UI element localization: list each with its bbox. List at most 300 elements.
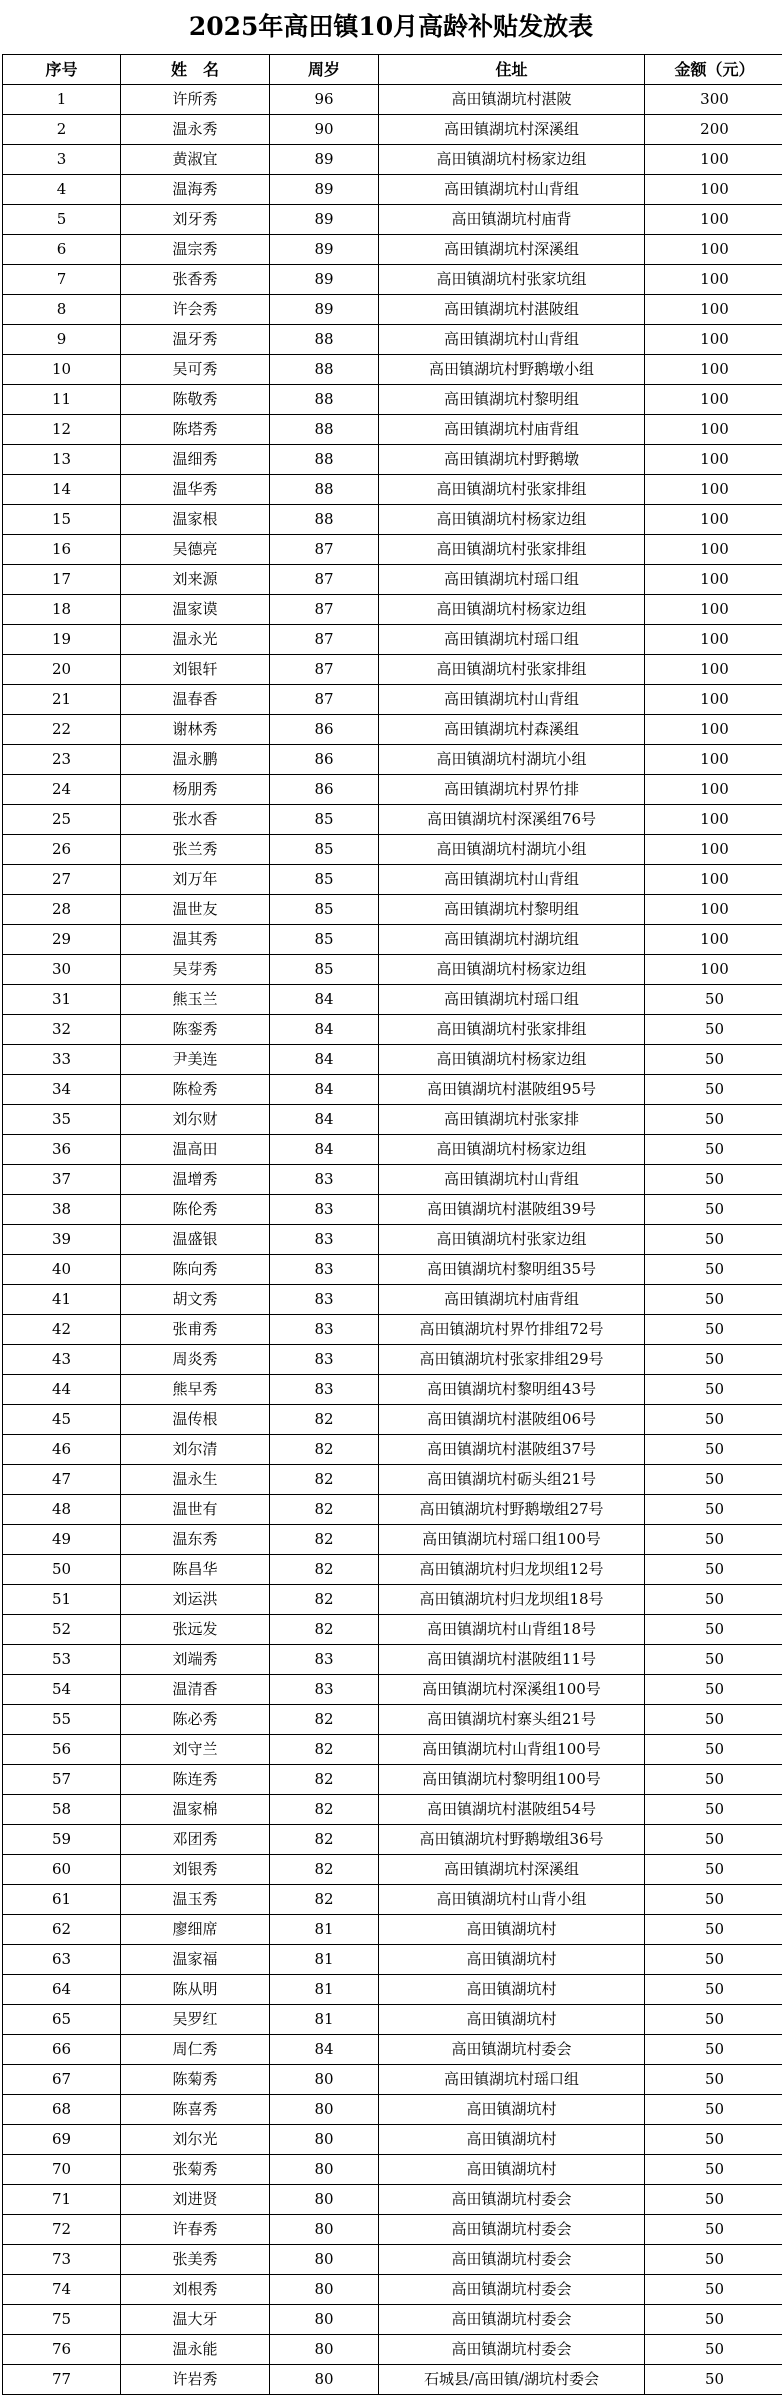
cell-address: 高田镇湖坑村杨家边组 (379, 505, 645, 535)
cell-no: 10 (3, 355, 121, 385)
cell-age: 82 (270, 1855, 379, 1885)
cell-address: 高田镇湖坑村山背组 (379, 175, 645, 205)
cell-age: 80 (270, 2245, 379, 2275)
cell-age: 82 (270, 1495, 379, 1525)
table-row (3, 745, 782, 775)
cell-no: 54 (3, 1675, 121, 1705)
table-row (3, 265, 782, 295)
cell-address: 高田镇湖坑村黎明组 (379, 385, 645, 415)
cell-name: 温高田 (121, 1135, 270, 1165)
cell-age: 89 (270, 295, 379, 325)
cell-amount: 50 (645, 1075, 782, 1105)
cell-address: 高田镇湖坑村张家边组 (379, 1225, 645, 1255)
cell-address: 高田镇湖坑村归龙坝组12号 (379, 1555, 645, 1585)
cell-no: 56 (3, 1735, 121, 1765)
cell-no: 40 (3, 1255, 121, 1285)
table-row (3, 1675, 782, 1705)
table-row (3, 1135, 782, 1165)
table-row (3, 2365, 782, 2395)
table-row (3, 145, 782, 175)
cell-age: 81 (270, 1945, 379, 1975)
cell-name: 陈銮秀 (121, 1015, 270, 1045)
table-row (3, 805, 782, 835)
table-row (3, 1795, 782, 1825)
cell-amount: 100 (645, 715, 782, 745)
cell-name: 刘尔光 (121, 2125, 270, 2155)
cell-age: 82 (270, 1825, 379, 1855)
cell-address: 高田镇湖坑村归龙坝组18号 (379, 1585, 645, 1615)
cell-no: 47 (3, 1465, 121, 1495)
table-row (3, 1435, 782, 1465)
table-row (3, 1975, 782, 2005)
cell-address: 高田镇湖坑村委会 (379, 2185, 645, 2215)
cell-no: 37 (3, 1165, 121, 1195)
cell-age: 88 (270, 475, 379, 505)
cell-amount: 50 (645, 2035, 782, 2065)
cell-no: 57 (3, 1765, 121, 1795)
cell-no: 7 (3, 265, 121, 295)
cell-amount: 100 (645, 175, 782, 205)
cell-age: 80 (270, 2155, 379, 2185)
cell-no: 28 (3, 895, 121, 925)
cell-amount: 100 (645, 745, 782, 775)
cell-name: 许春秀 (121, 2215, 270, 2245)
cell-name: 陈喜秀 (121, 2095, 270, 2125)
cell-amount: 50 (645, 1285, 782, 1315)
cell-address: 高田镇湖坑村张家排组 (379, 1015, 645, 1045)
cell-no: 49 (3, 1525, 121, 1555)
table-row (3, 775, 782, 805)
cell-address: 高田镇湖坑村杨家边组 (379, 595, 645, 625)
cell-age: 88 (270, 325, 379, 355)
cell-amount: 100 (645, 925, 782, 955)
cell-address: 高田镇湖坑村山背组 (379, 325, 645, 355)
cell-amount: 100 (645, 895, 782, 925)
cell-amount: 50 (645, 2245, 782, 2275)
cell-address: 高田镇湖坑村山背小组 (379, 1885, 645, 1915)
cell-amount: 50 (645, 1915, 782, 1945)
cell-no: 58 (3, 1795, 121, 1825)
table-row (3, 1885, 782, 1915)
cell-age: 80 (270, 2095, 379, 2125)
cell-amount: 100 (645, 385, 782, 415)
cell-no: 1 (3, 85, 121, 115)
cell-name: 谢林秀 (121, 715, 270, 745)
table-row (3, 325, 782, 355)
cell-address: 高田镇湖坑村山背组 (379, 685, 645, 715)
cell-amount: 100 (645, 955, 782, 985)
cell-no: 2 (3, 115, 121, 145)
cell-name: 张兰秀 (121, 835, 270, 865)
cell-address: 石城县/高田镇/湖坑村委会 (379, 2365, 645, 2395)
cell-address: 高田镇湖坑村山背组100号 (379, 1735, 645, 1765)
cell-age: 88 (270, 385, 379, 415)
cell-name: 温东秀 (121, 1525, 270, 1555)
cell-no: 30 (3, 955, 121, 985)
cell-no: 36 (3, 1135, 121, 1165)
cell-name: 温宗秀 (121, 235, 270, 265)
cell-name: 刘银秀 (121, 1855, 270, 1885)
table-row (3, 1525, 782, 1555)
cell-address: 高田镇湖坑村张家排组29号 (379, 1345, 645, 1375)
cell-amount: 50 (645, 1195, 782, 1225)
cell-age: 83 (270, 1195, 379, 1225)
cell-address: 高田镇湖坑村 (379, 1915, 645, 1945)
cell-address: 高田镇湖坑村深溪组 (379, 115, 645, 145)
cell-name: 温海秀 (121, 175, 270, 205)
cell-amount: 50 (645, 1405, 782, 1435)
cell-amount: 50 (645, 1015, 782, 1045)
table-row (3, 1495, 782, 1525)
cell-address: 高田镇湖坑村深溪组 (379, 235, 645, 265)
table-row (3, 2035, 782, 2065)
cell-amount: 100 (645, 295, 782, 325)
cell-age: 80 (270, 2125, 379, 2155)
cell-age: 87 (270, 565, 379, 595)
cell-no: 64 (3, 1975, 121, 2005)
cell-amount: 50 (645, 1675, 782, 1705)
cell-age: 88 (270, 355, 379, 385)
cell-name: 许岩秀 (121, 2365, 270, 2395)
table-row (3, 1255, 782, 1285)
table-row (3, 1555, 782, 1585)
cell-amount: 50 (645, 2275, 782, 2305)
cell-age: 82 (270, 1885, 379, 1915)
cell-age: 85 (270, 865, 379, 895)
cell-amount: 200 (645, 115, 782, 145)
table-row (3, 445, 782, 475)
cell-no: 34 (3, 1075, 121, 1105)
cell-age: 89 (270, 235, 379, 265)
cell-no: 39 (3, 1225, 121, 1255)
cell-amount: 50 (645, 1345, 782, 1375)
table-row (3, 985, 782, 1015)
table-body (3, 85, 782, 2395)
cell-address: 高田镇湖坑村 (379, 2155, 645, 2185)
table-row (3, 1465, 782, 1495)
cell-age: 84 (270, 1045, 379, 1075)
cell-address: 高田镇湖坑村野鹅墩组27号 (379, 1495, 645, 1525)
table-row (3, 355, 782, 385)
cell-age: 82 (270, 1615, 379, 1645)
cell-amount: 100 (645, 475, 782, 505)
cell-no: 25 (3, 805, 121, 835)
cell-address: 高田镇湖坑村湛陂组 (379, 295, 645, 325)
cell-age: 82 (270, 1585, 379, 1615)
table-row (3, 1225, 782, 1255)
cell-age: 83 (270, 1255, 379, 1285)
table-header (3, 55, 782, 85)
cell-age: 87 (270, 625, 379, 655)
cell-age: 85 (270, 835, 379, 865)
cell-name: 刘牙秀 (121, 205, 270, 235)
cell-no: 65 (3, 2005, 121, 2035)
cell-no: 5 (3, 205, 121, 235)
cell-name: 周仁秀 (121, 2035, 270, 2065)
cell-name: 温永能 (121, 2335, 270, 2365)
cell-name: 张菊秀 (121, 2155, 270, 2185)
cell-name: 温永鹏 (121, 745, 270, 775)
table-row (3, 1165, 782, 1195)
cell-no: 43 (3, 1345, 121, 1375)
cell-address: 高田镇湖坑村 (379, 1945, 645, 1975)
cell-no: 74 (3, 2275, 121, 2305)
cell-amount: 50 (645, 1765, 782, 1795)
cell-name: 尹美连 (121, 1045, 270, 1075)
cell-age: 82 (270, 1555, 379, 1585)
cell-address: 高田镇湖坑村庙背组 (379, 1285, 645, 1315)
cell-address: 高田镇湖坑村黎明组100号 (379, 1765, 645, 1795)
cell-age: 80 (270, 2335, 379, 2365)
cell-name: 陈昌华 (121, 1555, 270, 1585)
cell-age: 82 (270, 1795, 379, 1825)
cell-address: 高田镇湖坑村 (379, 1975, 645, 2005)
cell-address: 高田镇湖坑村张家排组 (379, 655, 645, 685)
cell-name: 温家福 (121, 1945, 270, 1975)
cell-name: 邓团秀 (121, 1825, 270, 1855)
table-row (3, 85, 782, 115)
cell-address: 高田镇湖坑村湛陂组11号 (379, 1645, 645, 1675)
cell-age: 82 (270, 1525, 379, 1555)
cell-age: 83 (270, 1315, 379, 1345)
cell-age: 85 (270, 805, 379, 835)
cell-amount: 50 (645, 1795, 782, 1825)
cell-address: 高田镇湖坑村深溪组100号 (379, 1675, 645, 1705)
cell-amount: 50 (645, 1855, 782, 1885)
cell-amount: 50 (645, 1645, 782, 1675)
cell-no: 71 (3, 2185, 121, 2215)
cell-no: 66 (3, 2035, 121, 2065)
table-row (3, 2335, 782, 2365)
cell-amount: 50 (645, 1045, 782, 1075)
cell-no: 12 (3, 415, 121, 445)
table-row (3, 415, 782, 445)
cell-no: 75 (3, 2305, 121, 2335)
cell-name: 张香秀 (121, 265, 270, 295)
cell-amount: 100 (645, 415, 782, 445)
cell-amount: 50 (645, 1525, 782, 1555)
cell-name: 温玉秀 (121, 1885, 270, 1915)
cell-address: 高田镇湖坑村杨家边组 (379, 1135, 645, 1165)
cell-address: 高田镇湖坑村湛陂组37号 (379, 1435, 645, 1465)
cell-age: 87 (270, 655, 379, 685)
cell-amount: 50 (645, 1315, 782, 1345)
table-row (3, 205, 782, 235)
cell-address: 高田镇湖坑村 (379, 2005, 645, 2035)
table-row (3, 2185, 782, 2215)
cell-amount: 50 (645, 1105, 782, 1135)
table-row (3, 655, 782, 685)
cell-age: 88 (270, 505, 379, 535)
cell-no: 16 (3, 535, 121, 565)
cell-age: 85 (270, 925, 379, 955)
cell-address: 高田镇湖坑村寨头组21号 (379, 1705, 645, 1735)
cell-age: 88 (270, 415, 379, 445)
cell-name: 张远发 (121, 1615, 270, 1645)
cell-name: 温家棉 (121, 1795, 270, 1825)
cell-age: 80 (270, 2275, 379, 2305)
cell-name: 陈必秀 (121, 1705, 270, 1735)
cell-no: 9 (3, 325, 121, 355)
cell-address: 高田镇湖坑村委会 (379, 2245, 645, 2275)
table-row (3, 505, 782, 535)
cell-address: 高田镇湖坑村湛陂组95号 (379, 1075, 645, 1105)
cell-no: 32 (3, 1015, 121, 1045)
table-row (3, 1375, 782, 1405)
cell-name: 陈塔秀 (121, 415, 270, 445)
table-row (3, 1315, 782, 1345)
table-row (3, 835, 782, 865)
cell-no: 22 (3, 715, 121, 745)
header-no: 序号 (3, 55, 121, 85)
cell-age: 84 (270, 1075, 379, 1105)
table-row (3, 2005, 782, 2035)
cell-amount: 100 (645, 265, 782, 295)
table-row (3, 295, 782, 325)
cell-name: 温永秀 (121, 115, 270, 145)
cell-address: 高田镇湖坑村委会 (379, 2215, 645, 2245)
cell-no: 13 (3, 445, 121, 475)
cell-no: 33 (3, 1045, 121, 1075)
cell-amount: 100 (645, 325, 782, 355)
cell-amount: 100 (645, 805, 782, 835)
table-row (3, 1645, 782, 1675)
cell-name: 温其秀 (121, 925, 270, 955)
cell-address: 高田镇湖坑村庙背组 (379, 415, 645, 445)
cell-no: 55 (3, 1705, 121, 1735)
cell-amount: 50 (645, 1615, 782, 1645)
cell-no: 19 (3, 625, 121, 655)
cell-no: 46 (3, 1435, 121, 1465)
cell-amount: 50 (645, 1945, 782, 1975)
cell-name: 杨朋秀 (121, 775, 270, 805)
cell-age: 82 (270, 1765, 379, 1795)
cell-amount: 50 (645, 1825, 782, 1855)
cell-name: 黄淑宜 (121, 145, 270, 175)
cell-name: 陈伦秀 (121, 1195, 270, 1225)
cell-name: 吴罗红 (121, 2005, 270, 2035)
cell-no: 17 (3, 565, 121, 595)
cell-name: 张美秀 (121, 2245, 270, 2275)
cell-name: 刘来源 (121, 565, 270, 595)
cell-amount: 100 (645, 655, 782, 685)
cell-address: 高田镇湖坑村湛陂组06号 (379, 1405, 645, 1435)
cell-address: 高田镇湖坑村杨家边组 (379, 1045, 645, 1075)
cell-no: 41 (3, 1285, 121, 1315)
cell-age: 84 (270, 2035, 379, 2065)
cell-address: 高田镇湖坑村杨家边组 (379, 955, 645, 985)
cell-name: 许所秀 (121, 85, 270, 115)
table-row (3, 1075, 782, 1105)
cell-age: 89 (270, 265, 379, 295)
table-row (3, 475, 782, 505)
cell-address: 高田镇湖坑村森溪组 (379, 715, 645, 745)
cell-age: 80 (270, 2365, 379, 2395)
table-row (3, 235, 782, 265)
cell-address: 高田镇湖坑村湛陂 (379, 85, 645, 115)
cell-age: 83 (270, 1225, 379, 1255)
table-row (3, 1765, 782, 1795)
cell-age: 89 (270, 175, 379, 205)
cell-amount: 100 (645, 685, 782, 715)
cell-amount: 50 (645, 2095, 782, 2125)
cell-no: 8 (3, 295, 121, 325)
cell-name: 温牙秀 (121, 325, 270, 355)
cell-amount: 50 (645, 1975, 782, 2005)
table-row (3, 1105, 782, 1135)
cell-age: 81 (270, 1975, 379, 2005)
cell-age: 87 (270, 535, 379, 565)
cell-no: 14 (3, 475, 121, 505)
cell-name: 吴德亮 (121, 535, 270, 565)
cell-name: 温世有 (121, 1495, 270, 1525)
header-row (3, 55, 782, 85)
table-row (3, 1405, 782, 1435)
cell-address: 高田镇湖坑村张家排组 (379, 475, 645, 505)
table-row (3, 1945, 782, 1975)
cell-amount: 50 (645, 1255, 782, 1285)
cell-age: 85 (270, 895, 379, 925)
cell-no: 20 (3, 655, 121, 685)
table-row (3, 1285, 782, 1315)
cell-amount: 300 (645, 85, 782, 115)
cell-name: 胡文秀 (121, 1285, 270, 1315)
cell-name: 温华秀 (121, 475, 270, 505)
cell-name: 温清香 (121, 1675, 270, 1705)
table-row (3, 2275, 782, 2305)
cell-name: 刘守兰 (121, 1735, 270, 1765)
cell-address: 高田镇湖坑村委会 (379, 2335, 645, 2365)
cell-age: 90 (270, 115, 379, 145)
cell-address: 高田镇湖坑村山背组 (379, 1165, 645, 1195)
cell-age: 82 (270, 1705, 379, 1735)
table-row (3, 895, 782, 925)
table-row (3, 1015, 782, 1045)
table-row (3, 2305, 782, 2335)
cell-address: 高田镇湖坑村委会 (379, 2035, 645, 2065)
cell-address: 高田镇湖坑村界竹排 (379, 775, 645, 805)
cell-no: 69 (3, 2125, 121, 2155)
cell-amount: 50 (645, 2365, 782, 2395)
table-row (3, 1705, 782, 1735)
cell-no: 52 (3, 1615, 121, 1645)
table-row (3, 1855, 782, 1885)
cell-age: 82 (270, 1465, 379, 1495)
cell-address: 高田镇湖坑村瑶口组 (379, 985, 645, 1015)
table-row (3, 2245, 782, 2275)
cell-address: 高田镇湖坑村 (379, 2125, 645, 2155)
cell-name: 温永光 (121, 625, 270, 655)
cell-age: 89 (270, 145, 379, 175)
cell-no: 50 (3, 1555, 121, 1585)
cell-address: 高田镇湖坑村湛陂组54号 (379, 1795, 645, 1825)
cell-no: 53 (3, 1645, 121, 1675)
cell-name: 刘端秀 (121, 1645, 270, 1675)
cell-name: 刘尔财 (121, 1105, 270, 1135)
cell-name: 温家根 (121, 505, 270, 535)
cell-age: 80 (270, 2065, 379, 2095)
table-row (3, 925, 782, 955)
table-row (3, 1735, 782, 1765)
cell-name: 刘运洪 (121, 1585, 270, 1615)
cell-no: 70 (3, 2155, 121, 2185)
cell-address: 高田镇湖坑村瑶口组 (379, 625, 645, 655)
cell-age: 83 (270, 1645, 379, 1675)
table-row (3, 955, 782, 985)
cell-address: 高田镇湖坑村黎明组35号 (379, 1255, 645, 1285)
cell-amount: 50 (645, 1585, 782, 1615)
cell-no: 24 (3, 775, 121, 805)
